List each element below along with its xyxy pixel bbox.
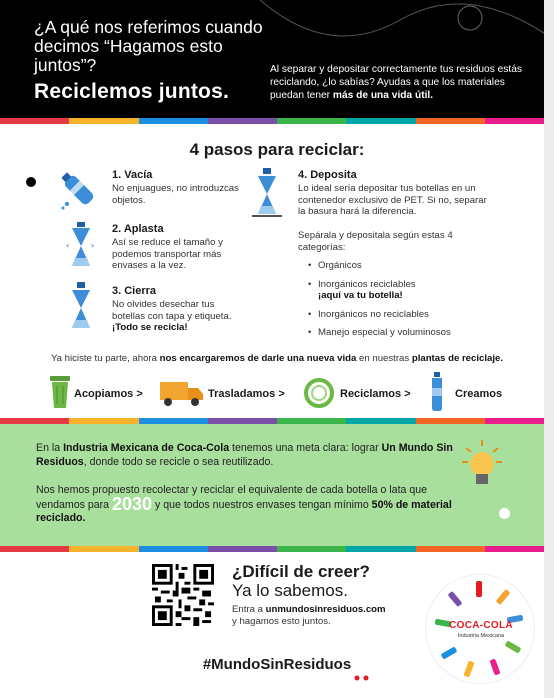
process-step-recycle: Reciclamos > <box>340 388 411 400</box>
header-question: ¿A qué nos referimos cuando decimos “Hagamos esto juntos”? <box>34 17 263 75</box>
step-3-text-body: No olvides desechar tus botellas con tapa y etiqueta. <box>112 299 232 322</box>
process-intro-b: nos encargaremos de darle una nueva vida <box>159 353 357 364</box>
stripe-segment <box>208 546 277 552</box>
goal-bold: Un Mundo Sin Residuos <box>36 442 453 468</box>
stripe-segment <box>139 118 208 124</box>
header-tagline: Reciclemos juntos. <box>34 80 229 103</box>
category-text: Inorgánicos no reciclables <box>318 308 429 320</box>
svg-text:›: › <box>91 241 95 250</box>
goal-paragraph-2 <box>36 484 476 526</box>
goal-text: En la <box>36 442 64 454</box>
decorative-dot <box>26 177 36 187</box>
stripe-segment <box>208 118 277 124</box>
goal-text: , donde todo se recicle o sea reutilizado. <box>83 455 274 468</box>
step-3-text <box>112 299 247 334</box>
process-step-transport: Trasladamos > <box>208 388 285 400</box>
stripe-segment <box>416 546 485 552</box>
stripe-segment <box>416 118 485 124</box>
cta-text: y hagamos esto juntos. <box>232 616 331 627</box>
deposit-bottle-icon <box>252 168 282 218</box>
step-2-text: Así se reduce el tamaño y podemos transportar más envases a la vez. <box>112 237 223 271</box>
step-2 <box>112 223 244 272</box>
step-4-title: 4. Deposita <box>298 169 357 181</box>
step-1 <box>112 169 242 206</box>
category-text: Manejo especial y voluminosos <box>318 327 451 338</box>
process-step-collect: Acopiamos > <box>74 388 143 400</box>
step-3-title: 3. Cierra <box>112 285 157 297</box>
process-step-create: Creamos <box>455 388 503 400</box>
category-item <box>308 279 518 302</box>
website-link[interactable]: unmundosinresiduos.com <box>265 604 386 615</box>
step-1-text: No enjuagues, no introduzcas objetos. <box>112 183 239 206</box>
new-bottle-icon <box>428 372 446 412</box>
process-intro <box>0 353 554 365</box>
crushed-bottle-icon <box>66 222 96 272</box>
step-3 <box>112 285 247 334</box>
goal-year: 2030 <box>111 493 153 514</box>
category-item <box>308 260 518 272</box>
lightbulb-icon <box>462 440 502 492</box>
badge-brand: COCA-COLA <box>449 620 513 631</box>
svg-text:‹: ‹ <box>66 241 70 250</box>
header-banner <box>0 0 554 118</box>
color-stripe-top <box>0 118 554 124</box>
stripe-segment <box>69 546 138 552</box>
process-intro-d: plantas de reciclaje. <box>411 353 504 364</box>
step-4-text: Lo ideal sería depositar tus botellas en un contenedor exclusivo de PET. Si no, separar la basura hará la diferencia. <box>298 183 487 217</box>
page-edge <box>544 0 554 698</box>
recycle-icon <box>302 376 336 410</box>
header-body-text: Al separar y depositar correctamente tus residuos estás reciclando, ¿lo sabías? Ayudas a que los materiales puedan tener <box>270 64 522 101</box>
color-stripe-bottom <box>0 546 554 552</box>
badge-subtitle: Industria Mexicana <box>457 633 505 639</box>
qr-code[interactable] <box>152 564 214 626</box>
stripe-segment <box>346 118 415 124</box>
process-intro-a: Ya hiciste tu parte, ahora <box>50 353 160 364</box>
process-intro-c: en nuestras <box>356 353 412 364</box>
stripe-segment <box>346 546 415 552</box>
header-body-bold: más de una vida útil. <box>332 90 434 101</box>
categories-intro: Sepárala y depositala según estas 4 categorías: <box>298 230 453 253</box>
stripe-segment <box>0 546 69 552</box>
goal-section <box>0 424 554 546</box>
goal-text: tenemos una meta clara: lograr <box>229 442 382 454</box>
category-bold: ¡aquí va tu botella! <box>318 290 403 301</box>
bottom-cta <box>232 604 422 628</box>
goal-text: y que todos nuestros envases tengan mínimo <box>152 498 372 511</box>
goal-paragraph-1 <box>36 442 476 469</box>
bottom-subheadline: Ya lo sabemos. <box>232 581 348 600</box>
brand-badge <box>425 574 535 684</box>
stripe-segment <box>69 118 138 124</box>
categories-list <box>308 260 518 346</box>
steps-title: 4 pasos para reciclar: <box>189 140 365 159</box>
goal-bold: Industria Mexicana de Coca-Cola <box>63 442 230 454</box>
empty-bottle-icon <box>58 168 100 212</box>
stripe-segment <box>139 546 208 552</box>
category-item <box>308 327 518 339</box>
goal-bold: 50% de material reciclado. <box>36 498 452 524</box>
stripe-segment <box>277 118 346 124</box>
step-3-text-bold: ¡Todo se recicla! <box>112 322 188 333</box>
decorative-red-dots <box>353 675 373 681</box>
step-2-title: 2. Aplasta <box>112 223 164 235</box>
stripe-segment <box>277 546 346 552</box>
decorative-dot-white <box>499 508 510 519</box>
category-text: Inorgánicos reciclables <box>318 278 416 290</box>
truck-icon <box>160 378 204 408</box>
stripe-segment <box>0 118 69 124</box>
cta-text: Entra a <box>232 604 266 615</box>
bottom-headline: ¿Difícil de creer? <box>232 562 370 581</box>
step-1-title: 1. Vacía <box>112 169 153 181</box>
category-text: Orgánicos <box>318 260 362 271</box>
header-body <box>270 63 540 102</box>
goal-text: Nos hemos propuesto recolectar y reciclar el equivalente de cada botella o lata que vendamos para <box>36 484 428 511</box>
bin-icon <box>48 374 72 410</box>
capped-bottle-icon <box>66 282 96 334</box>
hashtag: #MundoSinResiduos <box>202 656 352 673</box>
step-4 <box>298 169 493 218</box>
category-item <box>308 309 518 321</box>
